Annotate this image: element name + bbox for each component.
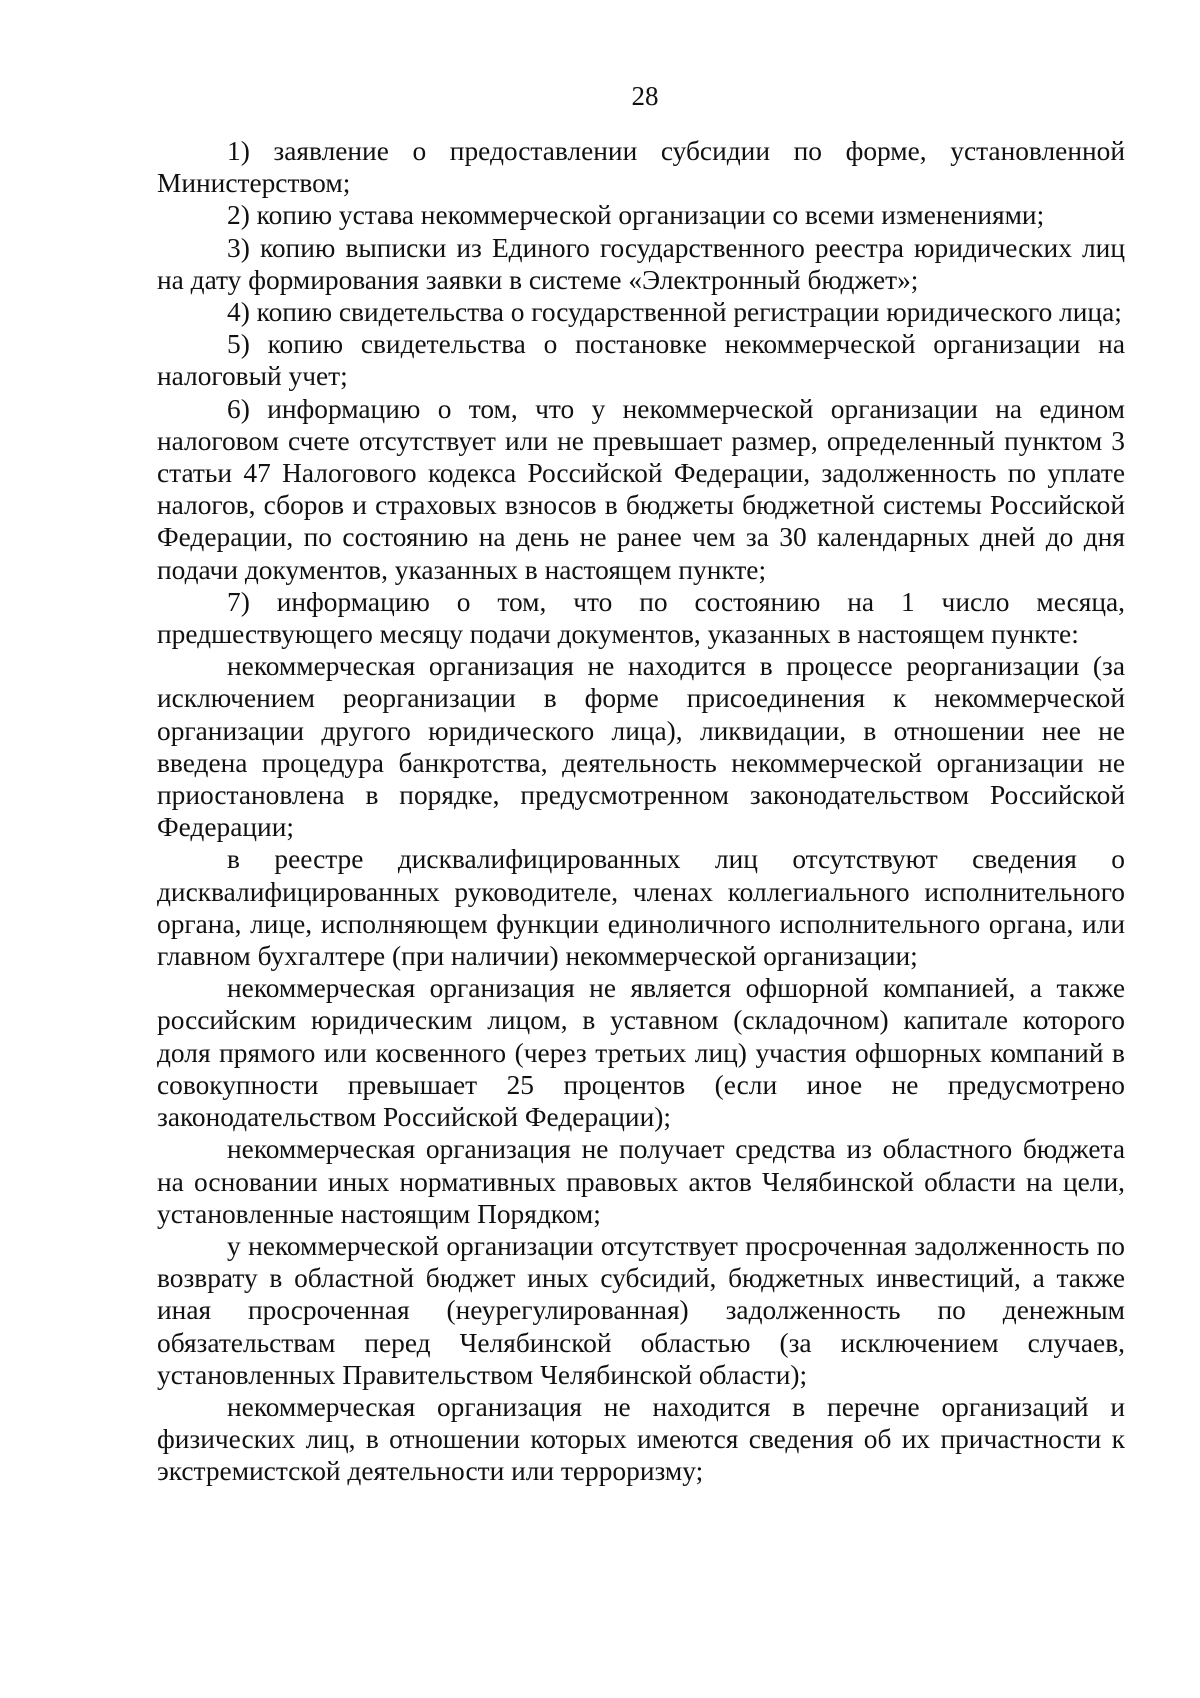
- paragraph-item-1: 1) заявление о предоставлении субсидии по форме, установленной Министерством;: [157, 136, 1125, 199]
- paragraph-reorganization: некоммерческая организация не находится в процессе реорганизации (за исключением реорганизации в форме присоединения к некоммерческой организации другого юридического лица), ликвидации, в отношении нее не введена процедура банкротства, деятельность некоммерческой организации не приостановлена в порядке, предусмотренном законодательством Российской Федерации;: [157, 651, 1125, 843]
- page-number: 28: [631, 81, 659, 111]
- paragraph-disqualified-registry: в реестре дисквалифицированных лиц отсутствуют сведения о дисквалифицированных руководителе, членах коллегиального исполнительного органа, лице, исполняющем функции единоличного исполнительного органа, или главном бухгалтере (при наличии) некоммерческой организации;: [157, 844, 1125, 972]
- paragraph-item-7: 7) информацию о том, что по состоянию на 1 число месяца, предшествующего месяцу подачи документов, указанных в настоящем пункте:: [157, 586, 1125, 650]
- paragraph-offshore: некоммерческая организация не является офшорной компанией, а также российским юридическим лицом, в уставном (складочном) капитале которого доля прямого или косвенного (через третьих лиц) участия офшорных компаний в совокупности превышает 25 процентов (если иное не предусмотрено законодательством Российской Федерации);: [157, 973, 1125, 1133]
- paragraph-item-5: 5) копию свидетельства о постановке некоммерческой организации на налоговый учет;: [157, 329, 1125, 392]
- paragraph-overdue-debt: у некоммерческой организации отсутствует просроченная задолженность по возврату в областной бюджет иных субсидий, бюджетных инвестиций, а также иная просроченная (неурегулированная) задолженность по денежным обязательствам перед Челябинской областью (за исключением случаев, установленных Правительством Челябинской области);: [157, 1230, 1125, 1390]
- paragraph-item-4: 4) копию свидетельства о государственной регистрации юридического лица;: [227, 297, 1122, 328]
- paragraph-item-6: 6) информацию о том, что у некоммерческой организации на едином налоговом счете отсутствует или не превышает размер, определенный пунктом 3 статьи 47 Налогового кодекса Российской Федерации, задолженность по уплате налогов, сборов и страховых взносов в бюджеты бюджетной системы Российской Федерации, по состоянию на день не ранее чем за 30 календарных дней до дня подачи документов, указанных в настоящем пункте;: [157, 393, 1125, 585]
- paragraph-item-2: 2) копию устава некоммерческой организации со всеми изменениями;: [227, 200, 1045, 231]
- document-body: [157, 135, 1125, 1488]
- paragraph-extremism-list: некоммерческая организация не находится в перечне организаций и физических лиц, в отношении которых имеются сведения об их причастности к экстремистской деятельности или терроризму;: [157, 1391, 1125, 1487]
- paragraph-regional-budget: некоммерческая организация не получает средства из областного бюджета на основании иных нормативных правовых актов Челябинской области на цели, установленные настоящим Порядком;: [157, 1134, 1125, 1229]
- paragraph-item-3: 3) копию выписки из Единого государственного реестра юридических лиц на дату формирования заявки в системе «Электронный бюджет»;: [157, 232, 1125, 295]
